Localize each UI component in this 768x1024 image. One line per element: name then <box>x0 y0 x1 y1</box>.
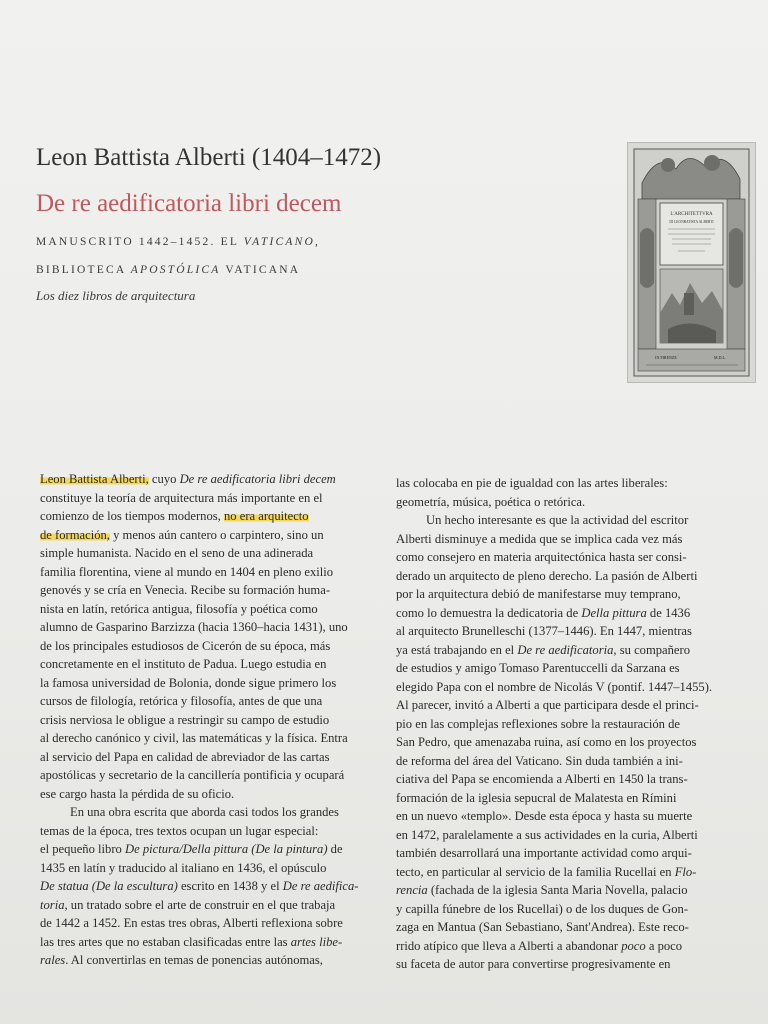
text-line <box>396 659 728 678</box>
text-line <box>40 544 358 563</box>
text-segment: nista en latín, retórica antigua, filosofía y poética como <box>40 601 318 616</box>
text-segment: y menos aún cantero o carpintero, sino un <box>109 527 324 542</box>
text-segment: pio en las complejas reflexiones sobre la restauración de <box>396 716 680 731</box>
text-line <box>396 622 728 641</box>
text-line <box>396 863 728 882</box>
meta-text: MANUSCRITO 1442–1452. EL <box>36 236 244 248</box>
text-segment: 1435 en latín y traducido al italiano en 1436, el opúsculo <box>40 860 327 875</box>
text-segment: de estudios y amigo Tomaso Parentuccelli da Sarzana es <box>396 661 680 675</box>
text-segment: , un tratado sobre el arte de construir en el que trabaja <box>64 897 336 912</box>
text-line <box>396 474 728 493</box>
text-segment: . Al convertirlas en temas de ponencias autónomas, <box>65 953 323 967</box>
text-line <box>396 900 728 919</box>
meta-text-italic: APOSTÓLICA <box>130 264 221 276</box>
text-line <box>396 511 728 530</box>
text-segment: de reforma del área del Vaticano. Sin duda también a ini- <box>396 753 683 768</box>
text-line <box>396 604 728 623</box>
text-segment: En una obra escrita que aborda casi todos los grandes <box>70 805 339 819</box>
text-line <box>396 493 728 512</box>
text-segment: las tres artes que no estaban clasificadas entre las <box>40 934 291 949</box>
text-segment: a poco <box>645 938 683 953</box>
book-tagline: Los diez libros de arquitectura <box>36 288 196 303</box>
text-segment: como lo demuestra la dedicatoria de <box>396 605 582 620</box>
text-line <box>40 951 358 970</box>
text-segment: Un hecho interesante es que la actividad del escritor <box>426 513 689 527</box>
text-line <box>40 803 358 822</box>
plate-year-text: M.D.L. <box>714 355 726 360</box>
text-segment: apostólicas y secretario de la cancillería pontificia y ocupará <box>40 768 345 782</box>
text-segment: tecto, en particular al servicio de la familia Rucellai en <box>396 864 675 879</box>
text-segment: por la arquitectura debió de manifestarse muy temprano, <box>396 587 681 601</box>
text-segment: y capilla fúnebre de los Rucellai) o de los duques de Gon- <box>396 901 689 916</box>
text-segment: Al parecer, invitó a Alberti a que participara desde el princi- <box>396 698 699 712</box>
text-segment: de 1436 <box>646 605 691 620</box>
text-segment: ese cargo hasta la pérdida de su oficio. <box>40 786 235 801</box>
text-line <box>40 581 358 600</box>
text-segment: rrido atípico que lleva a Alberti a abandonar <box>396 938 622 953</box>
text-segment: Flo- <box>674 864 697 879</box>
text-segment: las colocaba en pie de igualdad con las artes liberales: <box>396 476 668 490</box>
text-line <box>40 674 358 693</box>
text-line <box>396 548 728 567</box>
text-line <box>396 733 728 752</box>
text-segment: de <box>327 842 343 856</box>
title-page-engraving <box>627 142 756 383</box>
text-segment: De statua (De la escultura) <box>40 879 178 893</box>
text-segment: en 1472, paralelamente a sus actividades en la curia, Alberti <box>396 827 698 842</box>
text-segment: poco <box>621 938 646 953</box>
text-line <box>396 567 728 586</box>
text-segment: de los principales estudiosos de Cicerón de su época, más <box>40 638 331 653</box>
text-segment: (fachada de la iglesia Santa Maria Novella, palacio <box>427 883 688 897</box>
page-title: Leon Battista Alberti (1404–1472) <box>36 144 382 171</box>
left-text-column <box>40 470 358 970</box>
text-segment: la famosa universidad de Bolonia, donde sigue primero los <box>40 675 337 690</box>
meta-text-italic: VATICANO <box>243 236 315 248</box>
text-segment: escrito en 1438 y el <box>177 879 283 893</box>
text-segment: zaga en Mantua (San Sebastiano, Sant'Andrea). Este reco- <box>396 920 689 934</box>
text-segment: De re aedificatoria libri decem <box>179 472 336 486</box>
text-line <box>40 526 358 545</box>
text-segment: ciativa del Papa se encomienda a Alberti en 1450 la trans- <box>396 772 688 786</box>
text-segment: formación de la iglesia sepucral de Malatesta en Rímini <box>396 790 677 805</box>
text-line <box>40 914 358 933</box>
text-segment: simple humanista. Nacido en el seno de una adinerada <box>40 546 314 560</box>
text-line <box>40 489 358 508</box>
highlighted-text: de formación, <box>40 527 110 542</box>
text-segment: Della pittura <box>581 605 647 620</box>
text-line <box>396 585 728 604</box>
text-line <box>40 766 358 785</box>
text-line <box>40 896 358 915</box>
text-line <box>396 955 728 974</box>
text-segment: alumno de Gasparino Barzizza (hacia 1360–hacia 1431), uno <box>40 620 348 634</box>
text-line <box>40 507 358 526</box>
text-segment: temas de la época, tres textos ocupan un lugar especial: <box>40 823 319 838</box>
text-line <box>40 563 358 582</box>
text-segment: comienzo de los tiempos modernos, <box>40 509 224 523</box>
text-segment: el pequeño libro <box>40 842 125 856</box>
text-segment: genovés y se cría en Venecia. Recibe su formación huma- <box>40 583 331 597</box>
text-segment: rencia <box>396 883 428 897</box>
text-line <box>40 655 358 674</box>
meta-text: , <box>314 236 321 248</box>
text-segment: al servicio del Papa en calidad de abreviador de las cartas <box>40 749 330 764</box>
text-line <box>396 844 728 863</box>
text-segment: en un nuevo «templo». Desde esta época y hasta su muerte <box>396 809 693 823</box>
text-line <box>40 470 358 489</box>
text-segment: artes libe- <box>290 934 343 949</box>
text-line <box>396 826 728 845</box>
text-segment: cuyo <box>148 472 180 486</box>
text-segment: crisis nerviosa le obligue a restringir su campo de estudio <box>40 712 330 727</box>
text-segment: Alberti disminuye a medida que se implica cada vez más <box>396 531 683 546</box>
text-line <box>40 877 358 896</box>
text-line <box>396 807 728 826</box>
text-line <box>40 692 358 711</box>
text-line <box>396 937 728 956</box>
meta-text: VATICANA <box>220 264 301 276</box>
plate-footer-text: IN FIRENZE <box>655 355 677 360</box>
text-line <box>40 785 358 804</box>
text-line <box>40 933 358 952</box>
text-segment: De pictura/Della pittura (De la pintura) <box>124 842 328 856</box>
text-segment: elegido Papa con el nombre de Nicolás V (pontif. 1447–1455). <box>396 679 713 694</box>
text-segment: familia florentina, viene al mundo en 1404 en pleno exilio <box>40 564 334 579</box>
engraving-illustration <box>628 143 755 382</box>
text-segment: al arquitecto Brunelleschi (1377–1446). En 1447, mientras <box>396 624 692 638</box>
text-line <box>40 729 358 748</box>
text-line <box>396 641 728 660</box>
text-line <box>40 859 358 878</box>
text-line <box>40 637 358 656</box>
highlighted-text: Leon Battista Alberti, <box>40 472 149 486</box>
text-line <box>40 822 358 841</box>
text-segment: San Pedro, que amenazaba ruina, así como en los proyectos <box>396 735 697 749</box>
text-line <box>40 711 358 730</box>
text-line <box>396 696 728 715</box>
manuscript-meta-line <box>36 236 320 248</box>
text-segment: al derecho canónico y civil, las matemáticas y la física. Entra <box>40 731 348 745</box>
text-segment: como consejero en materia arquitectónica hasta ser consi- <box>396 550 687 564</box>
text-segment: constituye la teoría de arquitectura más importante en el <box>40 490 323 505</box>
text-segment: toria <box>40 897 65 912</box>
highlighted-text: no era arquitecto <box>223 509 309 523</box>
text-line <box>396 881 728 900</box>
text-segment: geometría, música, poética o retórica. <box>396 494 586 509</box>
text-segment: rales <box>40 953 66 967</box>
text-segment: De re aedifica- <box>282 879 359 893</box>
right-text-column <box>396 474 728 974</box>
book-subtitle: De re aedificatoria libri decem <box>36 190 342 217</box>
text-segment: De re aedificatoria <box>517 642 614 657</box>
text-line <box>396 715 728 734</box>
text-line <box>40 600 358 619</box>
text-line <box>40 748 358 767</box>
text-segment: , su compañero <box>613 642 691 657</box>
text-segment: de 1442 a 1452. En estas tres obras, Alberti reflexiona sobre <box>40 916 343 930</box>
text-line <box>396 530 728 549</box>
plate-author-text: DI LEONBATISTA ALBERTI <box>669 220 714 224</box>
library-meta-line <box>36 264 300 276</box>
text-segment: derado un arquitecto de pleno derecho. La pasión de Alberti <box>396 568 698 583</box>
text-segment: también desarrollará una importante actividad como arqui- <box>396 846 692 860</box>
text-line <box>40 618 358 637</box>
text-segment: concretamente en el instituto de Padua. Luego estudia en <box>40 657 327 671</box>
text-line <box>396 678 728 697</box>
text-line <box>40 840 358 859</box>
text-line <box>396 789 728 808</box>
text-line <box>396 770 728 789</box>
plate-title-text: L'ARCHITETTVRA <box>670 212 713 217</box>
text-line <box>396 918 728 937</box>
text-segment: su faceta de autor para convertirse progresivamente en <box>396 957 671 971</box>
text-segment: ya está trabajando en el <box>396 642 518 657</box>
text-line <box>396 752 728 771</box>
text-segment: cursos de filología, retórica y filosofía, antes de que una <box>40 694 323 708</box>
meta-text: BIBLIOTECA <box>36 264 131 276</box>
